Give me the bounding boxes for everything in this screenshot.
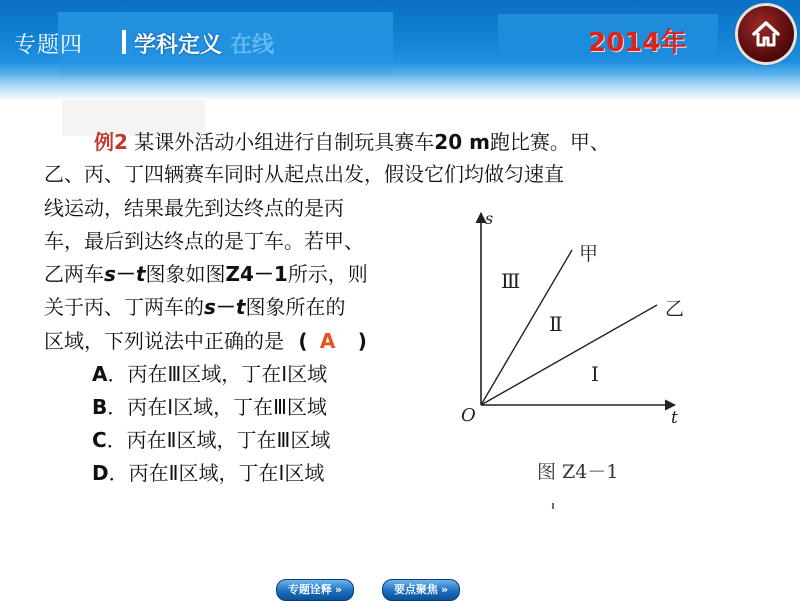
line5-pre: 乙两车	[44, 262, 104, 286]
line-yi-label: 乙	[665, 298, 685, 320]
figure-ref: Z4－1	[225, 262, 288, 286]
chevron-right-icon: »	[440, 583, 449, 596]
option-text: ．丙在Ⅱ区域，丁在Ⅲ区域	[106, 428, 331, 452]
line6-tail: 图象所在的	[245, 295, 346, 319]
nav-button-label: 要点聚焦	[393, 583, 438, 596]
answer-paren-open: (	[298, 329, 308, 353]
option-letter: A	[92, 362, 108, 386]
var-t: t	[235, 295, 246, 319]
problem-line-7	[44, 329, 367, 353]
option-letter: D	[92, 461, 109, 485]
option-letter: C	[92, 428, 107, 452]
section-title: 学科定义	[134, 33, 223, 58]
option-text: ．丙在Ⅰ区域，丁在Ⅲ区域	[107, 395, 327, 419]
nav-button-label: 专题诠释	[287, 583, 332, 596]
option-b	[92, 395, 327, 419]
problem-line-3: 线运动，结果最先到达终点的是丙	[44, 196, 344, 220]
option-d	[92, 461, 324, 485]
problem-content	[0, 100, 800, 600]
region-2-label: Ⅱ	[549, 312, 563, 336]
stray-mark	[552, 503, 554, 509]
line5-mid: 图象如图	[145, 262, 226, 286]
region-3-label: Ⅲ	[501, 269, 521, 293]
line7-text: 区域，下列说法中正确的是	[44, 329, 284, 353]
option-text: ．丙在Ⅱ区域，丁在Ⅰ区域	[108, 461, 325, 485]
line-yi	[481, 305, 657, 405]
y-axis-label: s	[485, 209, 494, 228]
problem-line-4: 车，最后到达终点的是丁车。若甲、	[44, 229, 364, 253]
distance-value: 20 m	[434, 130, 490, 154]
problem-line-5	[44, 262, 368, 286]
nav-button-topic-explanation[interactable]	[276, 579, 354, 601]
line-jia-label: 甲	[579, 243, 599, 265]
header-banner	[0, 0, 800, 100]
nav-button-key-points[interactable]	[382, 579, 460, 601]
line6-pre: 关于丙、丁两车的	[44, 295, 204, 319]
st-graph	[445, 195, 707, 590]
var-s: s	[204, 295, 216, 319]
problem-line-6	[44, 295, 345, 319]
dash: －	[115, 262, 136, 286]
var-t: t	[135, 262, 146, 286]
section-title-ghost: 在线	[230, 33, 275, 58]
line5-tail: 所示，则	[287, 262, 368, 286]
var-s: s	[104, 262, 116, 286]
title-divider	[122, 30, 126, 54]
region-1-label: Ⅰ	[591, 362, 599, 386]
answer-paren-close: )	[357, 329, 367, 353]
problem-line-1	[94, 130, 610, 154]
home-button[interactable]	[738, 6, 794, 62]
st-graph-figure	[445, 195, 707, 590]
line1-tail: 跑比赛。甲、	[489, 130, 610, 154]
year-label: 2014年	[588, 28, 687, 58]
line1-text: 某课外活动小组进行自制玩具赛车	[127, 130, 435, 154]
option-text: ．丙在Ⅲ区域，丁在Ⅰ区域	[107, 362, 328, 386]
figure-caption: 图 Z4－1	[537, 461, 619, 483]
answer-value: A	[319, 329, 336, 353]
dash: －	[215, 295, 236, 319]
origin-label: O	[461, 405, 476, 426]
example-label: 例2	[94, 130, 128, 154]
topic-label: 专题四	[14, 33, 84, 58]
option-a	[92, 362, 327, 386]
problem-line-2: 乙、丙、丁四辆赛车同时从起点出发，假设它们均做匀速直	[44, 162, 564, 186]
x-axis-label: t	[671, 408, 678, 428]
chevron-right-icon: »	[334, 583, 343, 596]
header-wave	[0, 62, 800, 104]
option-c	[92, 428, 330, 452]
option-letter: B	[92, 395, 108, 419]
